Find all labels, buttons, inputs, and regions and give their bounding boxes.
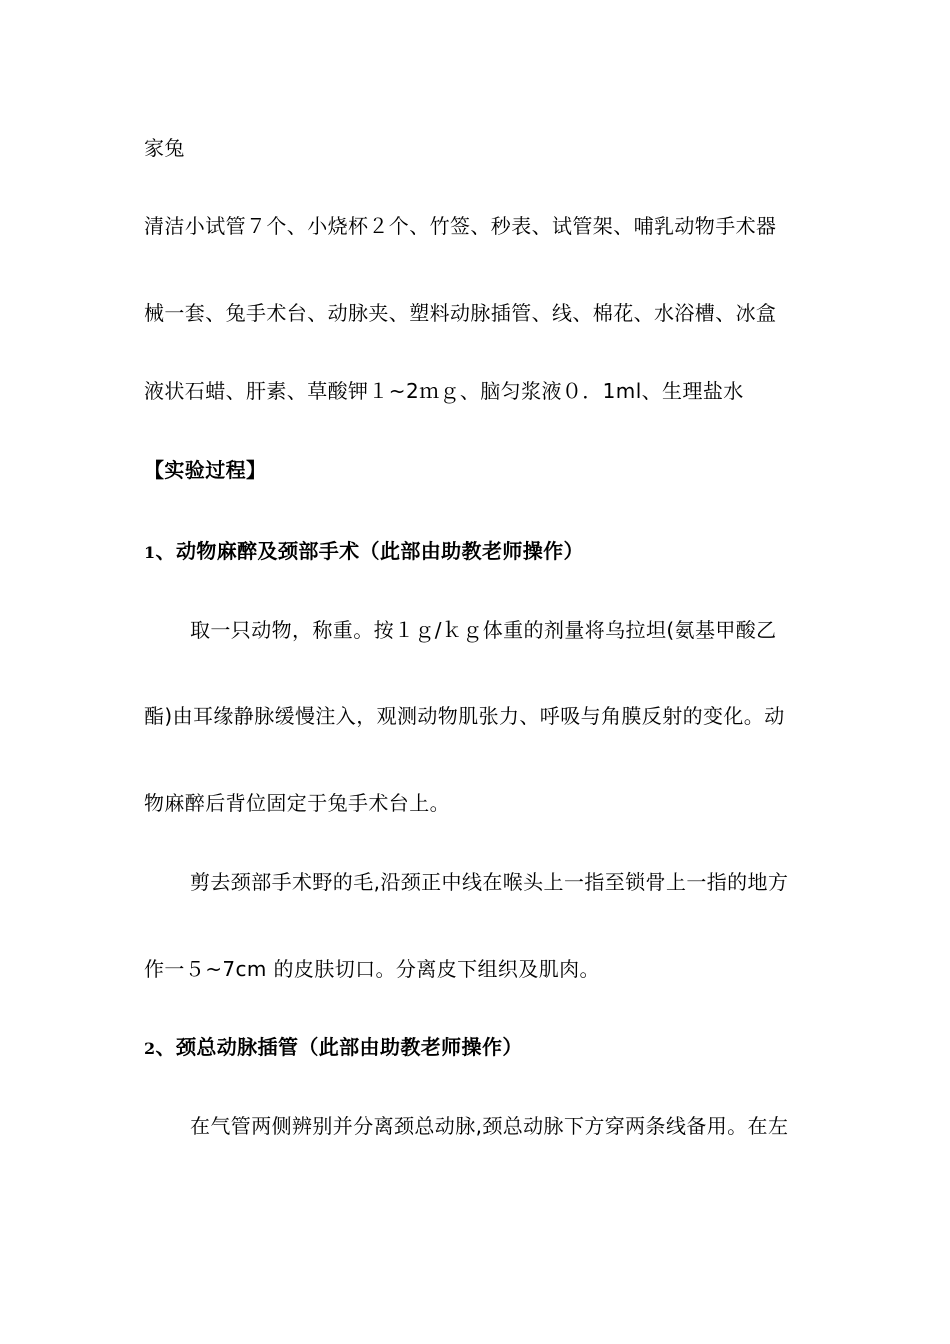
step-2-heading: [144, 1035, 523, 1061]
section-header: 【实验过程】: [144, 458, 267, 482]
animal-text: 家兔: [144, 136, 185, 160]
step-2-title: 、颈总动脉插管（此部由助教老师操作）: [155, 1035, 523, 1059]
step-2-number: 2: [144, 1039, 156, 1058]
step-1-heading: [144, 539, 584, 565]
step-1-paragraph-1-line-1: 取一只动物，称重。按１ｇ/ｋｇ体重的剂量将乌拉坦(氨基甲酸乙: [190, 618, 777, 642]
step-1-number: 1: [144, 543, 156, 562]
step-1-paragraph-2-line-1: 剪去颈部手术野的毛,沿颈正中线在喉头上一指至锁骨上一指的地方: [190, 870, 789, 894]
step-1-title: 、动物麻醉及颈部手术（此部由助教老师操作）: [155, 539, 584, 563]
reagents-line: 液状石蜡、肝素、草酸钾１~2ｍｇ、脑匀浆液０．1ml、生理盐水: [144, 379, 744, 403]
step-2-paragraph-1-line-1: 在气管两侧辨别并分离颈总动脉,颈总动脉下方穿两条线备用。在左: [190, 1114, 789, 1138]
step-1-paragraph-2-line-2: 作一５~7cm 的皮肤切口。分离皮下组织及肌肉。: [144, 957, 600, 981]
step-1-paragraph-1-line-2: 酯)由耳缘静脉缓慢注入，观测动物肌张力、呼吸与角膜反射的变化。动: [144, 704, 785, 728]
equipment-line-2: 械一套、兔手术台、动脉夹、塑料动脉插管、线、棉花、水浴槽、冰盒: [144, 301, 777, 325]
equipment-line-1: 清洁小试管７个、小烧杯２个、竹签、秒表、试管架、哺乳动物手术器: [144, 214, 777, 238]
step-1-paragraph-1-line-3: 物麻醉后背位固定于兔手术台上。: [144, 791, 450, 815]
